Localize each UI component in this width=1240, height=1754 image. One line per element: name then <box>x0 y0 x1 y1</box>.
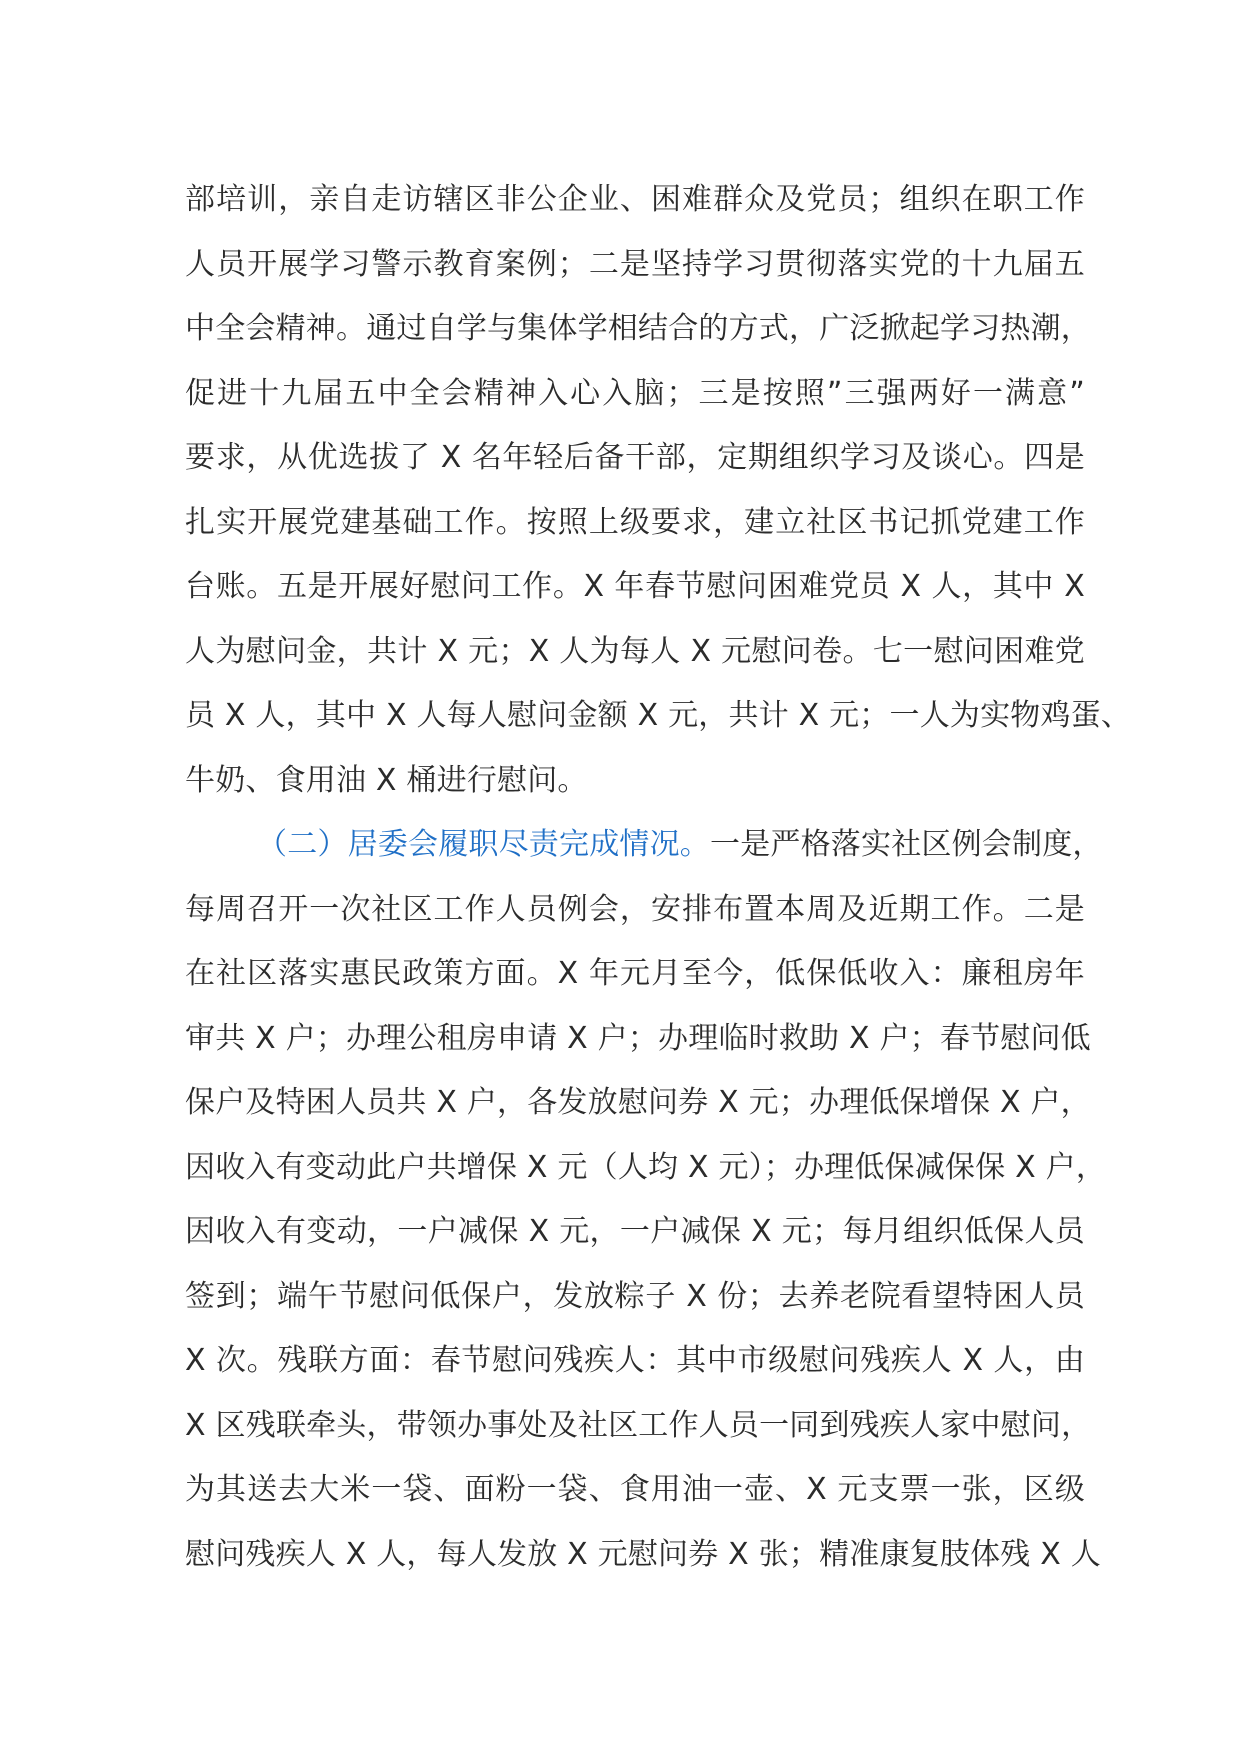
paragraph-line: X 次。残联方面：春节慰问残疾人：其中市级慰问残疾人 X 人，由 <box>185 1343 1085 1378</box>
paragraph-line: 部培训，亲自走访辖区非公企业、困难群众及党员；组织在职工作 <box>185 182 1085 217</box>
paragraph-line: 每周召开一次社区工作人员例会，安排布置本周及近期工作。二是 <box>185 891 1085 927</box>
paragraph-line: 在社区落实惠民政策方面。X 年元月至今，低保低收入：廉租房年 <box>185 956 1085 991</box>
paragraph-line: 人员开展学习警示教育案例；二是坚持学习贯彻落实党的十九届五 <box>185 246 1085 282</box>
paragraph-line: 促进十九届五中全会精神入心入脑；三是按照”三强两好一满意” <box>185 375 1085 411</box>
paragraph-line: 人为慰问金，共计 X 元；X 人为每人 X 元慰问卷。七一慰问困难党 <box>185 633 1085 669</box>
paragraph-line: 慰问残疾人 X 人，每人发放 X 元慰问券 X 张；精准康复肢体残 X 人 <box>185 1536 1101 1572</box>
paragraph-line: X 区残联牵头，带领办事处及社区工作人员一同到残疾人家中慰问， <box>185 1407 1092 1443</box>
paragraph-line: 中全会精神。通过自学与集体学相结合的方式，广泛掀起学习热潮， <box>185 311 1091 346</box>
section-heading: （二）居委会履职尽责完成情况。 <box>257 827 710 862</box>
paragraph-line: 因收入有变动，一户减保 X 元，一户减保 X 元；每月组织低保人员 <box>185 1214 1085 1249</box>
paragraph-line: 扎实开展党建基础工作。按照上级要求，建立社区书记抓党建工作 <box>185 504 1085 540</box>
section-first-line-text: 一是严格落实社区例会制度， <box>710 827 1103 862</box>
paragraph-line: 审共 X 户；办理公租房申请 X 户；办理临时救助 X 户；春节慰问低 <box>185 1020 1091 1056</box>
document-body <box>185 168 1132 1587</box>
paragraph-line: 签到；端午节慰问低保户，发放粽子 X 份；去养老院看望特困人员 <box>185 1278 1085 1314</box>
paragraph-line: 牛奶、食用油 X 桶进行慰问。 <box>185 762 588 798</box>
section-first-line <box>185 813 1103 878</box>
paragraph-line: 员 X 人，其中 X 人每人慰问金额 X 元，共计 X 元；一人为实物鸡蛋、 <box>185 698 1132 733</box>
paragraph-line: 要求，从优选拔了 X 名年轻后备干部，定期组织学习及谈心。四是 <box>185 440 1085 475</box>
paragraph-line: 为其送去大米一袋、面粉一袋、食用油一壶、X 元支票一张，区级 <box>185 1472 1085 1507</box>
paragraph-line: 因收入有变动此户共增保 X 元（人均 X 元）；办理低保减保保 X 户， <box>185 1149 1107 1185</box>
paragraph-line: 保户及特困人员共 X 户，各发放慰问券 X 元；办理低保增保 X 户， <box>185 1085 1091 1120</box>
paragraph-line: 台账。五是开展好慰问工作。X 年春节慰问困难党员 X 人，其中 X <box>185 569 1085 604</box>
